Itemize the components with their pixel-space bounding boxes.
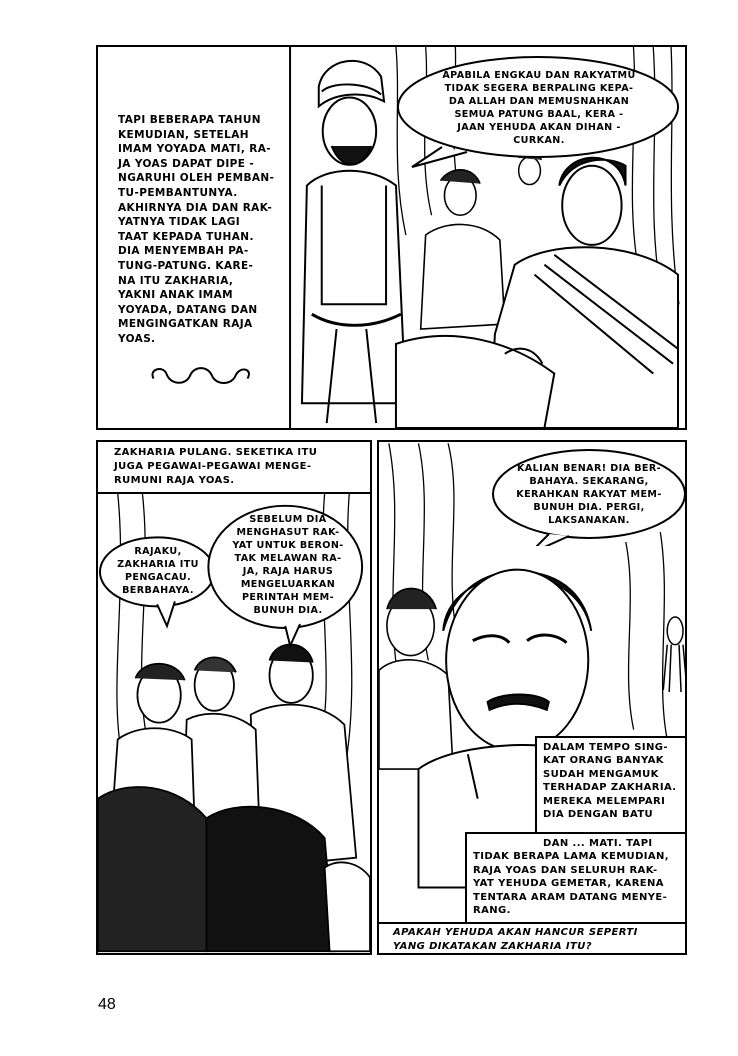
ornament-flourish	[152, 368, 248, 383]
panel-3-caption-lower: DAN ... MATI. TAPI TIDAK BERAPA LAMA KEMUDIAN, RAJA YOAS DAN SELURUH RAK- YAT YEHUDA GEMETAR, KARENA TENTARA ARAM DATANG MENYE- RANG.	[465, 832, 687, 924]
panel-1-caption: TAPI BEBERAPA TAHUN KEMUDIAN, SETELAH IMAM YOYADA MATI, RA- JA YOAS DAPAT DIPE - NGARUHI OLEH PEMBAN- TU-PEMBANTUNYA. AKHIRNYA DIA DAN RAK- YATNYA TIDAK LAGI TAAT KEPADA TUHAN. DIA MENYEMBAH PA- TUNG-PATUNG. KARE- NA ITU ZAKHARIA, YAKNI ANAK IMAM YOYADA, DATANG DAN MENGINGATKAN RAJA YOAS.	[118, 114, 275, 345]
panel-3	[377, 440, 687, 955]
panel-2-speech-bubble-left: RAJAKU, ZAKHARIA ITU PENGACAU. BERBAHAYA.	[117, 546, 199, 596]
panel-2-caption: ZAKHARIA PULANG. SEKETIKA ITU JUGA PEGAWAI-PEGAWAI MENGE- RUMUNI RAJA YOAS.	[114, 447, 318, 486]
panel-3-footer-caption: APAKAH YEHUDA AKAN HANCUR SEPERTI YANG DIKATAKAN ZAKHARIA ITU?	[379, 922, 685, 955]
panel-3-caption-upper: DALAM TEMPO SING- KAT ORANG BANYAK SUDAH MENGAMUK TERHADAP ZAKHARIA. MEREKA MELEMPARI DIA DENGAN BATU	[535, 736, 687, 834]
page-number: 48	[98, 996, 116, 1013]
panel-1	[96, 45, 687, 430]
panel-1-speech-bubble: APABILA ENGKAU DAN RAKYATMU TIDAK SEGERA BERPALING KEPA- DA ALLAH DAN MEMUSNAHKAN SEMUA PATUNG BAAL, KERA - JAAN YEHUDA AKAN DIHAN - CURKAN.	[442, 70, 636, 146]
panel-2-speech-bubble-right: SEBELUM DIA MENGHASUT RAK- YAT UNTUK BERON- TAK MELAWAN RA- JA, RAJA HARUS MENGELUARKAN PERINTAH MEM- BUNUH DIA.	[232, 514, 344, 616]
panel-2	[96, 440, 372, 955]
panel-3-speech-bubble: KALIAN BENAR! DIA BER- BAHAYA. SEKARANG, KERAHKAN RAKYAT MEM- BUNUH DIA. PERGI, LAKSANAKAN.	[516, 463, 662, 526]
